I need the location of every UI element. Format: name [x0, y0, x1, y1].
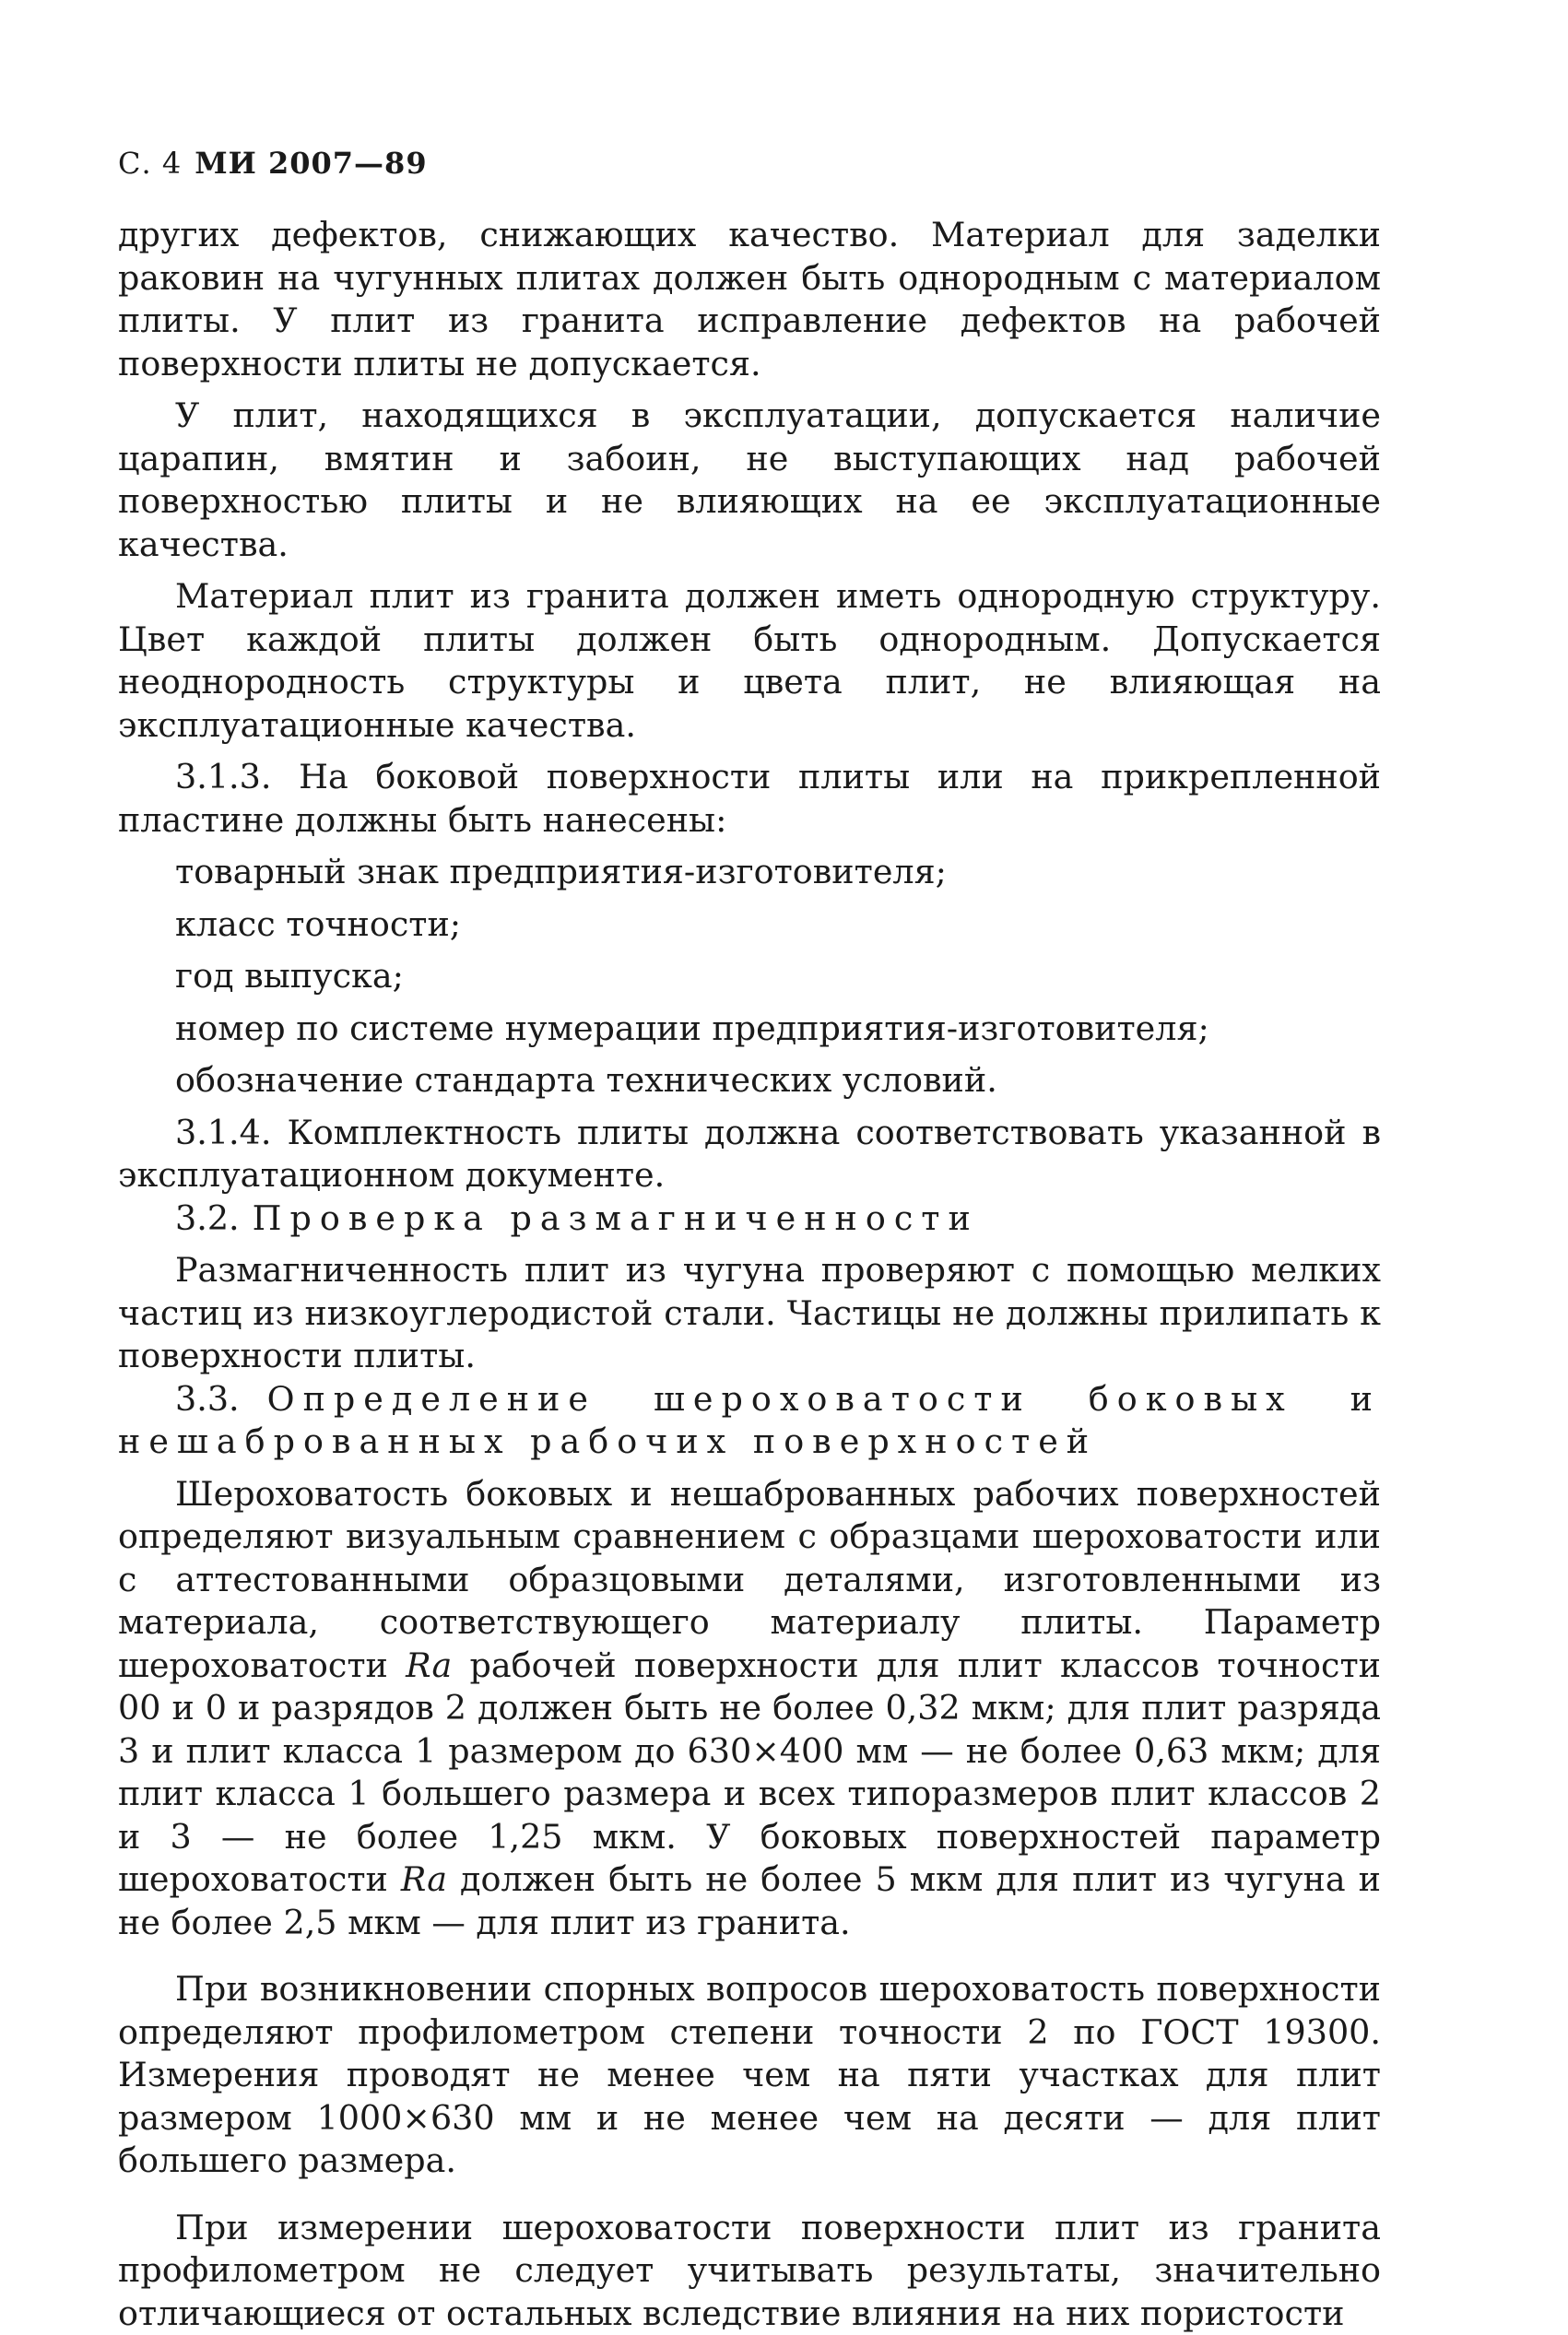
clause-3-1-3: 3.1.3. На боковой поверхности плиты или на прикрепленной пластине должны быть нанесены:	[118, 756, 1381, 842]
page-header	[118, 146, 428, 181]
marking-list-item: обозначение стандарта технических условий.	[118, 1059, 1381, 1103]
paragraph-roughness	[118, 1473, 1381, 1945]
roughness-text-part: должен быть не более 5 мкм для плит из чугуна и не более 2,5 мкм — для плит из гранита.	[118, 1859, 1381, 1942]
marking-list-item: номер по системе нумерации предприятия-изготовителя;	[118, 1008, 1381, 1051]
paragraph-in-service-plates: У плит, находящихся в эксплуатации, допускается наличие царапин, вмятин и забоин, не выступающих над рабочей поверхностью плиты и не влияющих на ее эксплуатационные качества.	[118, 395, 1381, 566]
paragraph-demagnetization: Размагниченность плит из чугуна проверяют с помощью мелких частиц из низкоуглеродистой стали. Частицы не должны прилипать к поверхности плиты.	[118, 1249, 1381, 1378]
section-title-line1: Определение шероховатости боковых и	[267, 1379, 1381, 1419]
page-number: С. 4	[118, 146, 182, 181]
body-text	[118, 214, 1381, 2335]
section-heading-3-2	[118, 1197, 1381, 1241]
section-number: 3.2.	[175, 1198, 240, 1238]
paragraph-disputes: При возникновении спорных вопросов шероховатость поверхности определяют профилометром степени точности 2 по ГОСТ 19300. Измерения проводят не менее чем на пяти участках для плит размером 1000×630 мм и не менее чем на десяти — для плит большего размера.	[118, 1968, 1381, 2183]
ra-symbol: Ra	[406, 1645, 452, 1685]
section-heading-3-3	[118, 1378, 1381, 1421]
section-title-line2: нешаброванных рабочих поверхностей	[118, 1421, 1381, 1464]
marking-list-item: год выпуска;	[118, 955, 1381, 998]
clause-3-1-4: 3.1.4. Комплектность плиты должна соответствовать указанной в эксплуатационном документе.	[118, 1112, 1381, 1197]
marking-list-item: класс точности;	[118, 903, 1381, 947]
document-code: МИ 2007—89	[195, 146, 427, 181]
roughness-text-part: Шероховатость боковых и нешаброванных рабочих поверхностей определяют визуальным сравнением с образцами шероховатости или с аттестованными образцовыми деталями, изготовленными из материала, соответствующего материалу плиты. Параметр шероховатости	[118, 1474, 1381, 1685]
roughness-text-part: рабочей поверхности для плит классов точности 00 и 0 и разрядов 2 должен быть не более 0,32 мкм; для плит разряда 3 и плит класса 1 размером до 630×400 мм — не более 0,63 мкм; для плит класса 1 большего размера и всех типоразмеров плит классов 2 и 3 — не более 1,25 мкм. У боковых поверхностей параметр шероховатости	[118, 1645, 1381, 1900]
paragraph-defects: других дефектов, снижающих качество. Материал для заделки раковин на чугунных плитах должен быть однородным с материалом плиты. У плит из гранита исправление дефектов на рабочей поверхности плиты не допускается.	[118, 214, 1381, 385]
section-title: Проверка размагниченности	[253, 1198, 979, 1238]
paragraph-granite-measurement: При измерении шероховатости поверхности плит из гранита профилометром не следует учитывать результаты, значительно отличающиеся от остальных вследствие влияния на них пористости	[118, 2207, 1381, 2335]
marking-list-item: товарный знак предприятия-изготовителя;	[118, 851, 1381, 894]
ra-symbol: Ra	[401, 1859, 447, 1899]
section-number: 3.3.	[175, 1379, 240, 1419]
paragraph-granite-structure: Материал плит из гранита должен иметь однородную структуру. Цвет каждой плиты должен быть однородным. Допускается неоднородность структуры и цвета плит, не влияющая на эксплуатационные качества.	[118, 575, 1381, 747]
